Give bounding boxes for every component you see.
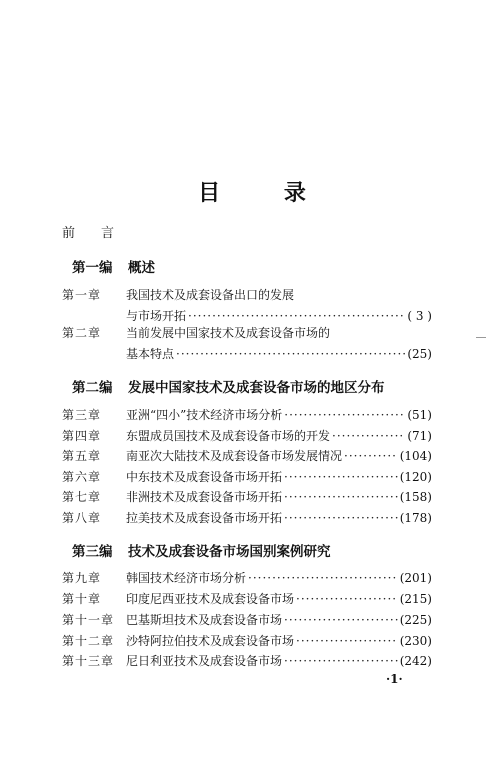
chapter-number: 第十一章 <box>62 613 115 627</box>
toc-entry[interactable] <box>62 590 432 608</box>
toc-entry[interactable] <box>62 632 432 650</box>
toc-entry[interactable] <box>62 569 432 587</box>
toc-entry[interactable] <box>62 427 432 445</box>
chapter-number: 第一章 <box>62 288 102 302</box>
chapter-title: 当前发展中国家技术及成套设备市场的 <box>126 326 331 340</box>
page-number: (158) <box>399 490 432 504</box>
toc-entry[interactable] <box>62 611 432 629</box>
chapter-title: 韩国技术经济市场分析 <box>126 571 247 585</box>
dot-leader <box>176 345 405 363</box>
page-number: (178) <box>399 511 432 525</box>
toc-entry-continuation[interactable] <box>62 345 432 363</box>
page-number: (25) <box>407 347 432 361</box>
dot-leader <box>296 590 398 608</box>
dot-leader <box>284 406 405 424</box>
page-number: (215) <box>399 592 432 606</box>
chapter-number: 第五章 <box>62 449 102 463</box>
page-number: (201) <box>399 571 432 585</box>
chapter-title: 东盟成员国技术及成套设备市场的开发 <box>126 429 331 443</box>
part-title: 发展中国家技术及成套设备市场的地区分布 <box>128 380 385 396</box>
dot-leader <box>284 468 398 486</box>
toc-entry[interactable] <box>62 488 432 506</box>
toc-entry[interactable] <box>62 447 432 465</box>
chapter-number: 第十章 <box>62 592 102 606</box>
chapter-title: 与市场开拓 <box>126 309 187 323</box>
chapter-title: 基本特点 <box>126 347 175 361</box>
page-title: 目 录 <box>198 181 334 206</box>
page-number: (242) <box>399 654 432 668</box>
chapter-number: 第三章 <box>62 408 102 422</box>
chapter-title: 尼日利亚技术及成套设备市场 <box>126 654 283 668</box>
part-number: 第三编 <box>72 544 113 560</box>
page-folio: ·1· <box>386 672 403 686</box>
page-number: (104) <box>399 449 432 463</box>
page-number: (51) <box>407 408 432 422</box>
toc-entry[interactable] <box>62 468 432 486</box>
page-number: (71) <box>407 429 432 443</box>
dot-leader <box>284 509 398 527</box>
part-number: 第一编 <box>72 260 113 276</box>
dot-leader <box>248 569 398 587</box>
chapter-number: 第七章 <box>62 490 102 504</box>
part-number: 第二编 <box>72 380 113 396</box>
dot-leader <box>284 652 398 670</box>
chapter-title: 巴基斯坦技术及成套设备市场 <box>126 613 283 627</box>
chapter-title: 中东技术及成套设备市场开拓 <box>126 470 283 484</box>
preface-entry[interactable]: 前言 <box>62 226 141 241</box>
scan-mark <box>476 337 486 338</box>
toc-entry[interactable] <box>62 509 432 527</box>
chapter-number: 第九章 <box>62 571 102 585</box>
part-title: 概述 <box>128 260 155 276</box>
dot-leader <box>284 611 398 629</box>
dot-leader <box>188 307 405 325</box>
dot-leader <box>332 427 405 445</box>
toc-entry[interactable] <box>62 324 432 342</box>
chapter-number: 第十二章 <box>62 634 115 648</box>
toc-entry[interactable] <box>62 286 432 304</box>
part-heading[interactable] <box>72 256 155 276</box>
page-number: (225) <box>399 613 432 627</box>
chapter-title: 亚洲“四小”技术经济市场分析 <box>126 408 283 422</box>
toc-entry[interactable] <box>62 652 432 670</box>
chapter-number: 第十三章 <box>62 654 115 668</box>
chapter-title: 拉美技术及成套设备市场开拓 <box>126 511 283 525</box>
chapter-number: 第六章 <box>62 470 102 484</box>
part-heading[interactable] <box>72 540 331 560</box>
part-heading[interactable] <box>72 376 385 396</box>
chapter-title: 非洲技术及成套设备市场开拓 <box>126 490 283 504</box>
dot-leader <box>284 488 398 506</box>
toc-entry[interactable] <box>62 406 432 424</box>
dot-leader <box>296 632 398 650</box>
page-number: (230) <box>399 634 432 648</box>
page-number: (120) <box>399 470 432 484</box>
chapter-number: 第八章 <box>62 511 102 525</box>
page-number: ( 3 ) <box>407 309 432 323</box>
dot-leader <box>344 447 398 465</box>
chapter-number: 第二章 <box>62 326 102 340</box>
chapter-title: 南亚次大陆技术及成套设备市场发展情况 <box>126 449 343 463</box>
chapter-number: 第四章 <box>62 429 102 443</box>
chapter-title: 沙特阿拉伯技术及成套设备市场 <box>126 634 295 648</box>
chapter-title: 我国技术及成套设备出口的发展 <box>126 288 295 302</box>
part-title: 技术及成套设备市场国别案例研究 <box>128 544 331 560</box>
toc-entry-continuation[interactable] <box>62 307 432 325</box>
chapter-title: 印度尼西亚技术及成套设备市场 <box>126 592 295 606</box>
